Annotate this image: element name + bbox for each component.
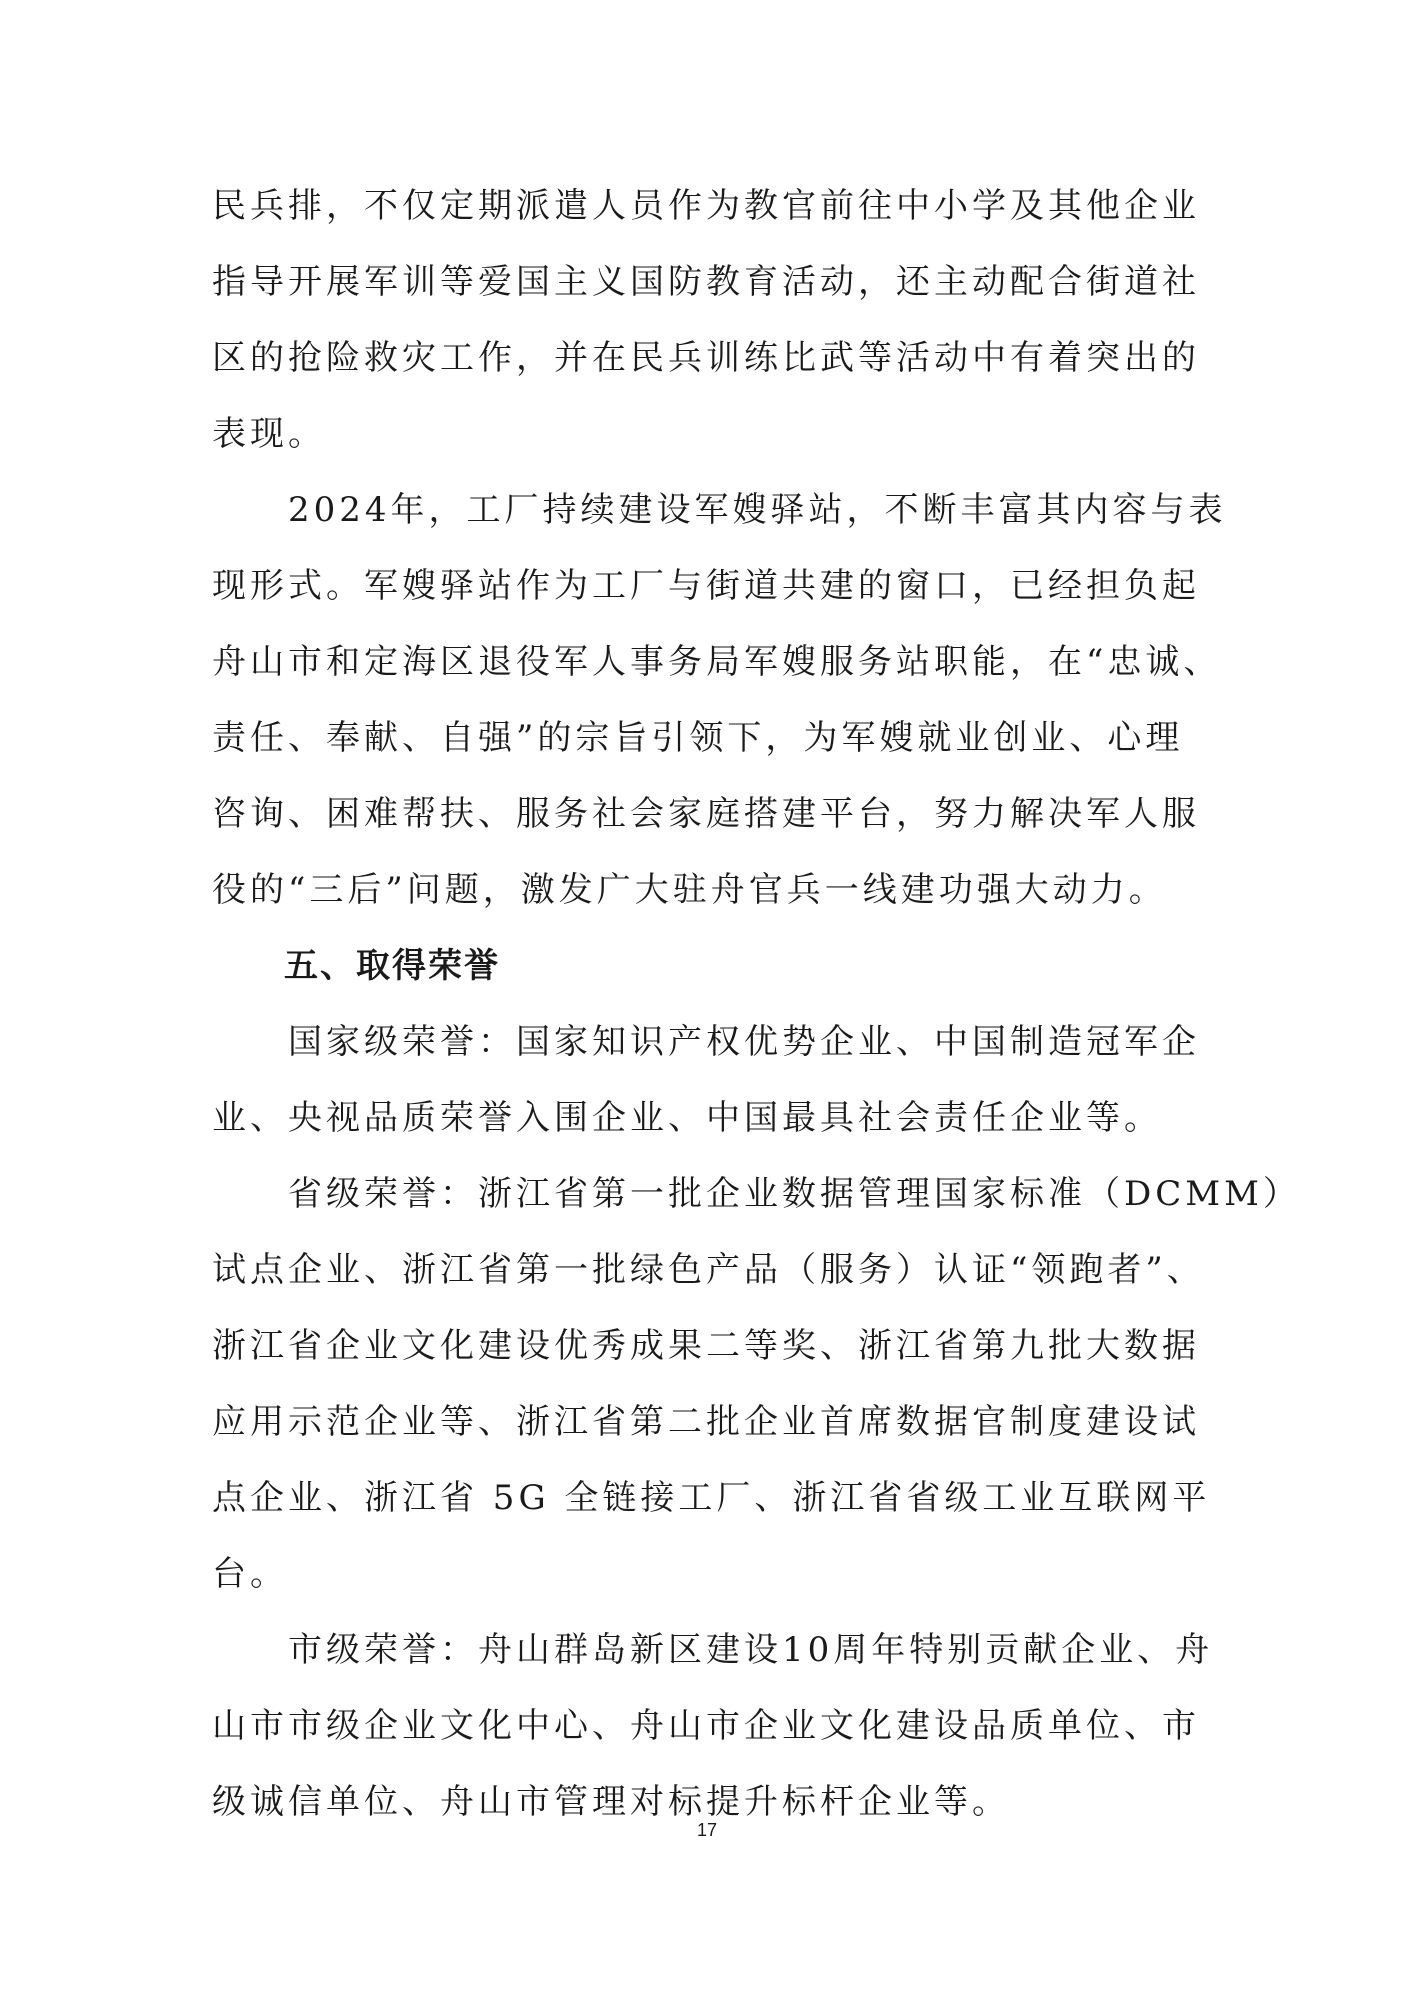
section-heading: 五、取得荣誉 <box>212 946 500 986</box>
paragraph-line-19: 台。 <box>212 1554 288 1594</box>
paragraph-line-2: 指导开展军训等爱国主义国防教育活动，还主动配合街道社 <box>212 262 1200 302</box>
paragraph-line-15: 试点企业、浙江省第一批绿色产品（服务）认证“领跑者”、 <box>212 1250 1205 1290</box>
paragraph-line-21: 山市市级企业文化中心、舟山市企业文化建设品质单位、市 <box>212 1706 1200 1746</box>
paragraph-line-6: 现形式。军嫂驿站作为工厂与街道共建的窗口，已经担负起 <box>212 566 1200 606</box>
paragraph-line-14: 省级荣誉：浙江省第一批企业数据管理国家标准（DCMM） <box>212 1174 1301 1214</box>
paragraph-line-20: 市级荣誉：舟山群岛新区建设10周年特别贡献企业、舟 <box>212 1630 1214 1670</box>
paragraph-line-9: 咨询、困难帮扶、服务社会家庭搭建平台，努力解决军人服 <box>212 794 1200 834</box>
paragraph-line-5: 2024年，工厂持续建设军嫂驿站，不断丰富其内容与表 <box>212 490 1227 530</box>
paragraph-line-22: 级诚信单位、舟山市管理对标提升标杆企业等。 <box>212 1782 1010 1822</box>
paragraph-line-7: 舟山市和定海区退役军人事务局军嫂服务站职能，在“忠诚、 <box>212 642 1222 682</box>
paragraph-line-12: 国家级荣誉：国家知识产权优势企业、中国制造冠军企 <box>212 1022 1200 1062</box>
paragraph-line-1: 民兵排，不仅定期派遣人员作为教官前往中小学及其他企业 <box>212 186 1200 226</box>
paragraph-line-10: 役的“三后”问题，激发广大驻舟官兵一线建功强大动力。 <box>212 870 1167 910</box>
paragraph-line-4: 表现。 <box>212 414 326 454</box>
body-text <box>212 168 1301 1840</box>
paragraph-line-8: 责任、奉献、自强”的宗旨引领下，为军嫂就业创业、心理 <box>212 718 1184 758</box>
paragraph-line-17: 应用示范企业等、浙江省第二批企业首席数据官制度建设试 <box>212 1402 1200 1442</box>
paragraph-line-3: 区的抢险救灾工作，并在民兵训练比武等活动中有着突出的 <box>212 338 1200 378</box>
paragraph-line-16: 浙江省企业文化建设优秀成果二等奖、浙江省第九批大数据 <box>212 1326 1200 1366</box>
paragraph-line-13: 业、央视品质荣誉入围企业、中国最具社会责任企业等。 <box>212 1098 1162 1138</box>
paragraph-line-18: 点企业、浙江省 5G 全链接工厂、浙江省省级工业互联网平 <box>212 1478 1211 1518</box>
page-number: 17 <box>696 1820 718 1840</box>
